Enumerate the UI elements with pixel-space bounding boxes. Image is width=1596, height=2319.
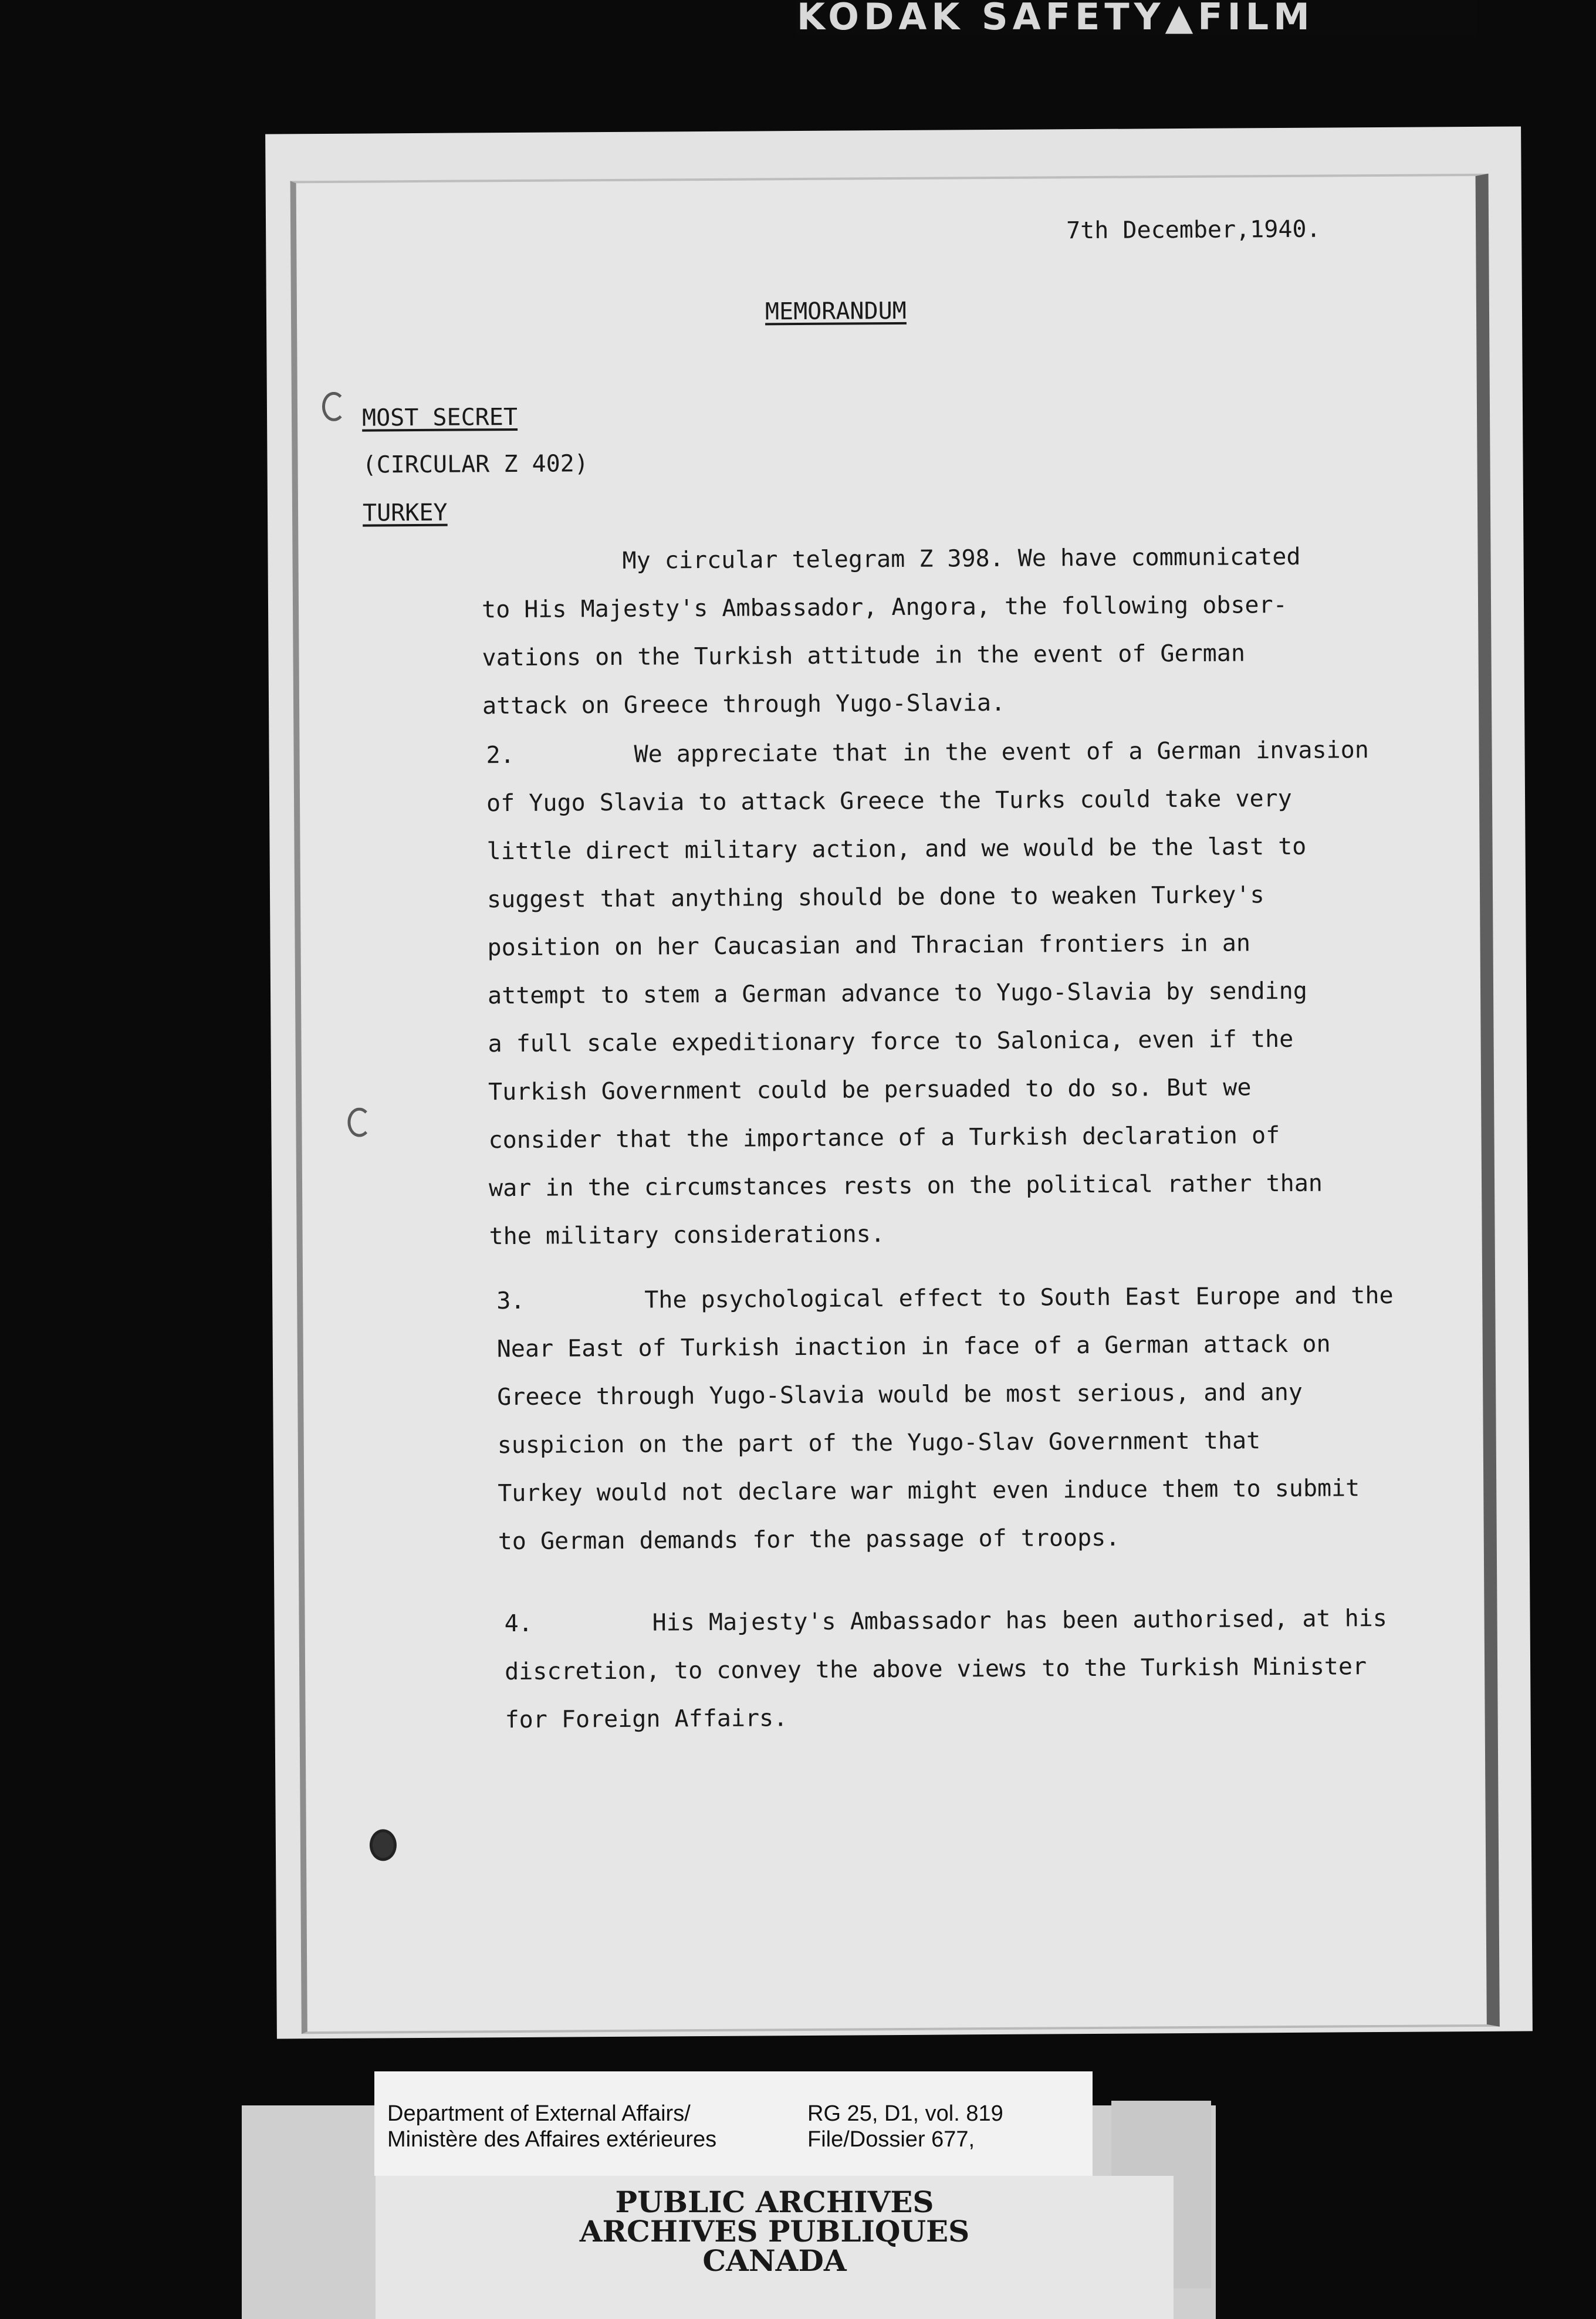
paragraph-1-line: to His Majesty's Ambassador, Angora, the following obser- [481,591,1287,624]
paragraph-3-line: Turkey would not declare war might even induce them to submit [498,1475,1360,1507]
paragraph-3-line: The psychological effect to South East Europe and the [644,1282,1394,1314]
paragraph-number: 2. [486,741,515,769]
memo-date: 7th December,1940. [1066,215,1321,245]
classification-label: MOST SECRET [361,403,518,432]
paragraph-4 [504,1594,1388,1744]
paragraph-3-line: to German demands for the passage of troops. [498,1524,1120,1556]
paragraph-1-line: vations on the Turkish attitude in the event of German [482,640,1246,672]
paragraph-4-line: discretion, to convey the above views to the Turkish Minister [504,1653,1367,1686]
paragraph-2-line: We appreciate that in the event of a German invasion [634,736,1369,768]
paragraph-3-line: Greece through Yugo-Slavia would be most serious, and any [497,1378,1303,1411]
circular-reference: (CIRCULAR Z 402) [362,450,589,479]
punch-hole-top [322,392,346,421]
paragraph-2-line: consider that the importance of a Turkish declaration of [488,1122,1280,1154]
paragraph-1 [481,533,1301,731]
memorandum-page [265,126,1533,2039]
paragraph-2-line: little direct military action, and we would be the last to [486,833,1307,866]
paragraph-2-line: of Yugo Slavia to attack Greece the Turks could take very [486,785,1292,817]
department-card [374,2071,1093,2176]
stamp-line-public-archives: PUBLIC ARCHIVES [615,2185,934,2219]
paragraph-3 [496,1272,1395,1566]
paragraph-2-line: position on her Caucasian and Thracian frontiers in an [487,929,1251,962]
punch-hole-bottom [370,1829,397,1861]
paragraph-1-line: attack on Greece through Yugo-Slavia. [482,689,1006,720]
paragraph-4-line: His Majesty's Ambassador has been authorised, at his [652,1604,1387,1637]
paragraph-1-line: My circular telegram Z 398. We have communicated [622,543,1301,574]
paragraph-2 [486,726,1372,1260]
paragraph-2-line: war in the circumstances rests on the political rather than [488,1169,1323,1202]
paragraph-3-line: suspicion on the part of the Yugo-Slav Government that [497,1427,1261,1459]
paragraph-4-line: for Foreign Affairs. [505,1705,788,1734]
paragraph-number: 4. [504,1610,533,1638]
film-edge-label: KODAK SAFETY▲FILM [797,0,1477,36]
paragraph-number: 3. [496,1287,525,1315]
record-group-reference: RG 25, D1, vol. 819 [807,2101,1003,2126]
paragraph-3-line: Near East of Turkish inaction in face of a German attack on [496,1330,1331,1363]
paragraph-2-line: suggest that anything should be done to weaken Turkey's [486,881,1264,914]
punch-hole-middle [347,1107,371,1137]
stamp-line-canada: CANADA [702,2243,847,2278]
stamp-line-archives-publiques: ARCHIVES PUBLIQUES [579,2214,970,2249]
department-name-en: Department of External Affairs/ [387,2101,691,2126]
archives-stamp [376,2176,1174,2319]
paragraph-2-line: a full scale expeditionary force to Salonica, even if the [488,1025,1294,1058]
file-reference: File/Dossier 677, [807,2127,975,2152]
paragraph-2-line: attempt to stem a German advance to Yugo-Slavia by sending [487,977,1307,1010]
department-name-fr: Ministère des Affaires extérieures [387,2127,717,2152]
paragraph-2-line: Turkish Government could be persuaded to do so. But we [488,1074,1252,1106]
subject-label: TURKEY [362,499,448,527]
memo-title: MEMORANDUM [765,297,907,326]
paragraph-2-line: the military considerations. [489,1221,885,1250]
